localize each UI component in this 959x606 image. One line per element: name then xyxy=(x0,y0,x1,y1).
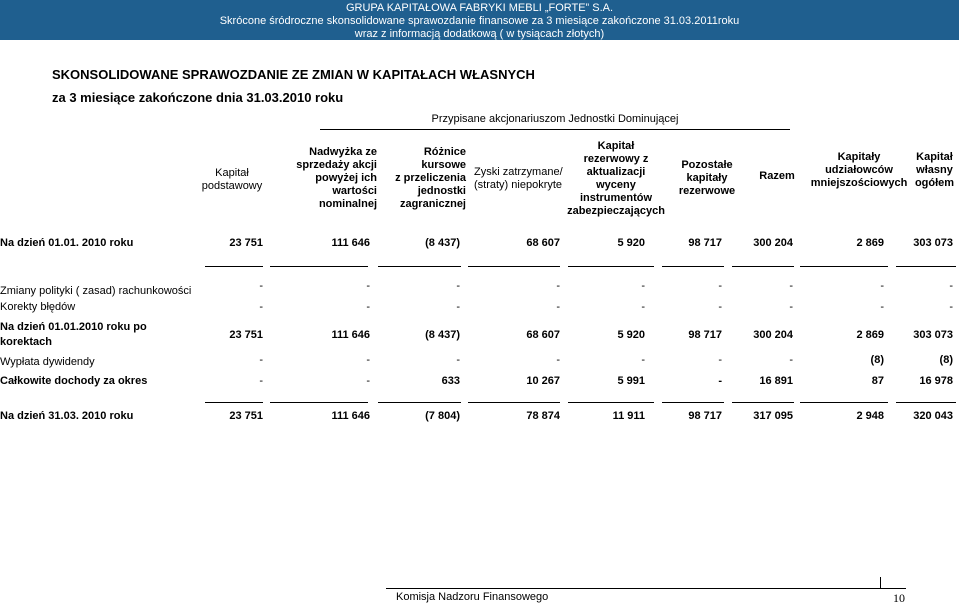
separator-line xyxy=(378,402,461,403)
table-cell: 317 095 xyxy=(753,410,793,422)
table-cell: 5 920 xyxy=(617,237,645,249)
col-header-text: podstawowy xyxy=(201,180,263,192)
table-cell: 23 751 xyxy=(229,329,263,341)
table-cell: (7 804) xyxy=(425,410,460,422)
col-header-text: z przeliczenia xyxy=(395,171,466,184)
table-cell: - xyxy=(366,375,370,387)
col-header-text: Kapitał xyxy=(916,150,953,163)
table-cell: - xyxy=(641,301,645,313)
col-header-other-reserves xyxy=(670,158,744,198)
col-header-retained-earnings xyxy=(474,164,574,194)
separator-line xyxy=(568,266,654,267)
row-label-dividend: Wypłata dywidendy xyxy=(0,356,95,368)
col-header-text: Kapitał xyxy=(215,167,249,179)
table-cell: 300 204 xyxy=(753,329,793,341)
header-company-name: GRUPA KAPITAŁOWA FABRYKI MEBLI „FORTE” S.A. xyxy=(345,2,614,14)
table-cell: - xyxy=(556,354,560,366)
table-cell: - xyxy=(259,280,263,292)
statement-period: za 3 miesiące zakończone dnia 31.03.2010 roku xyxy=(52,90,344,105)
col-header-text: jednostki xyxy=(417,184,466,197)
table-cell: 2 869 xyxy=(856,237,884,249)
col-header-minority-interests xyxy=(808,150,910,190)
table-cell: - xyxy=(366,301,370,313)
table-cell: 111 646 xyxy=(331,329,370,341)
table-cell: - xyxy=(641,354,645,366)
col-header-text: powyżej ich wartości xyxy=(315,171,377,197)
table-cell: 16 891 xyxy=(759,375,793,387)
separator-line xyxy=(270,266,368,267)
row-label-line: Na dzień 01.01.2010 roku po xyxy=(0,321,147,333)
table-cell: - xyxy=(366,354,370,366)
col-header-text: mniejszościowych xyxy=(810,176,908,189)
separator-line xyxy=(896,266,956,267)
table-cell: (8) xyxy=(870,354,884,366)
document-header-band xyxy=(0,0,959,40)
table-cell: 87 xyxy=(871,375,884,387)
table-cell: - xyxy=(718,301,722,313)
table-cell: 320 043 xyxy=(913,410,953,422)
row-label-line: korektach xyxy=(0,336,52,348)
table-cell: - xyxy=(789,354,793,366)
col-header-text: Kapitały xyxy=(837,150,881,163)
header-report-note: wraz z informacją dodatkową ( w tysiącach złotych) xyxy=(354,28,605,40)
table-cell: - xyxy=(718,280,722,292)
col-header-text: Zyski zatrzymane/ xyxy=(474,166,563,178)
separator-line xyxy=(468,266,560,267)
separator-line xyxy=(662,266,724,267)
table-cell: 5 920 xyxy=(617,329,645,341)
table-cell: 16 978 xyxy=(919,375,953,387)
table-cell: 303 073 xyxy=(913,329,953,341)
separator-line xyxy=(468,402,560,403)
table-cell: - xyxy=(949,280,953,292)
row-label-closing-balance: Na dzień 31.03. 2010 roku xyxy=(0,410,134,422)
table-cell: - xyxy=(556,280,560,292)
table-cell: 23 751 xyxy=(229,237,263,249)
col-header-text: instrumentów xyxy=(579,192,653,204)
col-header-text: sprzedaży akcji xyxy=(296,158,377,171)
table-cell: - xyxy=(641,280,645,292)
separator-line xyxy=(378,266,461,267)
separator-line xyxy=(205,266,263,267)
separator-line xyxy=(800,402,888,403)
table-cell: 98 717 xyxy=(688,329,722,341)
table-cell: - xyxy=(556,301,560,313)
table-cell: - xyxy=(259,301,263,313)
group-header-parent-shareholders: Przypisane akcjonariuszom Jednostki Dominującej xyxy=(320,113,790,130)
table-cell: 98 717 xyxy=(688,410,722,422)
table-cell: - xyxy=(366,280,370,292)
col-header-total xyxy=(752,166,802,186)
table-cell: 300 204 xyxy=(753,237,793,249)
row-label-after-corrections xyxy=(0,320,147,350)
table-cell: 2 869 xyxy=(856,329,884,341)
table-cell: 98 717 xyxy=(688,237,722,249)
table-cell: - xyxy=(949,301,953,313)
table-cell: (8 437) xyxy=(425,329,460,341)
col-header-share-premium xyxy=(270,145,377,210)
col-header-text: nominalnej xyxy=(318,197,377,210)
table-cell: - xyxy=(789,301,793,313)
col-header-text: ogółem xyxy=(914,176,955,189)
footer-institution: Komisja Nadzoru Finansowego xyxy=(396,591,549,603)
footer-rule-tick xyxy=(880,577,881,589)
col-header-text: kapitały xyxy=(686,171,728,184)
separator-line xyxy=(732,266,794,267)
col-header-text: zagranicznej xyxy=(399,197,466,210)
statement-title: SKONSOLIDOWANE SPRAWOZDANIE ZE ZMIAN W KAPITAŁACH WŁASNYCH xyxy=(52,67,535,82)
col-header-text: wyceny xyxy=(596,179,636,191)
table-cell: - xyxy=(789,280,793,292)
col-header-text: Pozostałe xyxy=(681,158,733,171)
row-label-total-income: Całkowite dochody za okres xyxy=(0,375,148,387)
table-cell: 633 xyxy=(441,375,460,387)
col-header-text: Różnice kursowe xyxy=(421,145,466,171)
table-cell: - xyxy=(456,301,460,313)
col-header-text: aktualizacji xyxy=(586,166,646,178)
page-number: 10 xyxy=(893,591,905,605)
row-label-error-corrections: Korekty błędów xyxy=(0,301,76,313)
table-cell: 23 751 xyxy=(229,410,263,422)
separator-line xyxy=(270,402,368,403)
separator-line xyxy=(800,266,888,267)
separator-line xyxy=(568,402,654,403)
table-cell: - xyxy=(880,280,884,292)
col-header-text: udziałowców xyxy=(825,163,893,176)
col-header-text: rezerwowe xyxy=(678,184,736,197)
table-cell: 303 073 xyxy=(913,237,953,249)
col-header-hedge-reserve xyxy=(566,140,666,218)
table-cell: - xyxy=(456,354,460,366)
separator-line xyxy=(662,402,724,403)
header-report-name: Skrócone śródroczne skonsolidowane sprawozdanie finansowe za 3 miesiące zakończone 31.03.2011roku xyxy=(219,15,740,27)
table-cell: 5 991 xyxy=(617,375,645,387)
col-header-text: Kapitał xyxy=(597,140,635,152)
table-cell: 68 607 xyxy=(526,329,560,341)
col-header-share-capital xyxy=(197,160,267,200)
table-cell: (8) xyxy=(939,354,953,366)
row-label-opening-balance: Na dzień 01.01. 2010 roku xyxy=(0,237,134,249)
col-header-text: Nadwyżka ze xyxy=(309,145,377,158)
table-cell: 2 948 xyxy=(856,410,884,422)
footer-rule xyxy=(386,588,906,589)
table-cell: - xyxy=(259,375,263,387)
separator-line xyxy=(896,402,956,403)
col-header-fx-differences xyxy=(380,145,466,210)
table-cell: 11 911 xyxy=(612,410,645,422)
table-cell: - xyxy=(259,354,263,366)
col-header-text: (straty) niepokryte xyxy=(474,179,563,191)
col-header-text: własny xyxy=(916,163,953,176)
table-cell: - xyxy=(880,301,884,313)
table-cell: (8 437) xyxy=(425,237,460,249)
col-header-text: zabezpieczających xyxy=(567,205,665,217)
row-label-policy-changes: Zmiany polityki ( zasad) rachunkowości xyxy=(0,285,192,297)
separator-line xyxy=(732,402,794,403)
col-header-text: Razem xyxy=(759,169,795,182)
col-header-text: rezerwowy z xyxy=(583,153,649,165)
table-cell: - xyxy=(718,354,722,366)
separator-line xyxy=(205,402,263,403)
table-cell: 111 646 xyxy=(331,410,370,422)
col-header-total-equity xyxy=(910,150,959,190)
table-cell: 10 267 xyxy=(526,375,560,387)
table-cell: 68 607 xyxy=(526,237,560,249)
table-cell: 78 874 xyxy=(526,410,560,422)
table-cell: 111 646 xyxy=(331,237,370,249)
table-cell: - xyxy=(456,280,460,292)
table-cell: - xyxy=(718,375,722,387)
